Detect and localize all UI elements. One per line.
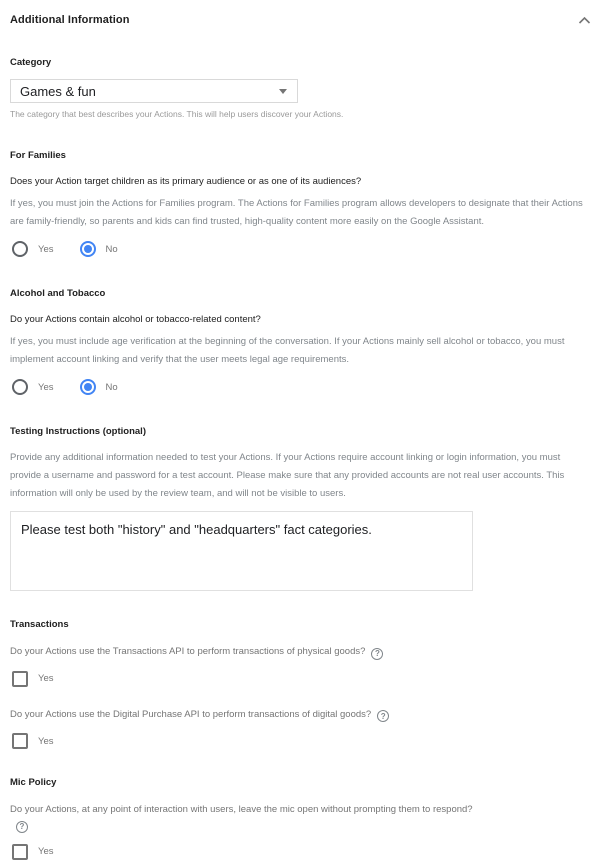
question-text: Do your Actions, at any point of interaction with users, leave the mic open without prompting them to respond? xyxy=(10,804,473,815)
for-families-radio-no[interactable] xyxy=(80,241,118,257)
checkbox-unchecked-icon xyxy=(12,671,28,687)
transactions-section xyxy=(10,619,591,749)
mic-policy-heading: Mic Policy xyxy=(10,777,57,788)
testing-instructions-section xyxy=(10,426,591,591)
help-icon[interactable] xyxy=(16,821,28,833)
checkbox-unchecked-icon xyxy=(12,733,28,749)
radio-label: No xyxy=(105,381,118,393)
category-label: Category xyxy=(10,57,52,68)
testing-instructions-input[interactable] xyxy=(10,511,473,591)
category-select[interactable] xyxy=(10,79,298,103)
alcohol-tobacco-radio-group xyxy=(12,379,591,395)
alcohol-tobacco-helper: If yes, you must include age verification at the beginning of the conversation. If your Actions mainly sell alcohol or tobacco, you must implement account linking and verify that the user meets legal age requirements. xyxy=(10,336,565,365)
question-text: Do your Actions use the Transactions API to perform transactions of physical goods? xyxy=(10,646,366,657)
panel-title: Additional Information xyxy=(10,14,130,26)
alcohol-tobacco-heading: Alcohol and Tobacco xyxy=(10,288,106,299)
collapse-toggle[interactable] xyxy=(577,14,591,26)
question-text: Do your Actions use the Digital Purchase API to perform transactions of digital goods? xyxy=(10,708,372,720)
radio-unchecked-icon xyxy=(12,241,28,257)
dropdown-arrow-icon xyxy=(279,89,287,94)
for-families-heading: For Families xyxy=(10,150,66,161)
alcohol-tobacco-section xyxy=(10,288,591,395)
category-selected-value: Games & fun xyxy=(20,83,96,99)
mic-policy-section xyxy=(10,777,591,860)
mic-policy-question xyxy=(10,802,478,833)
radio-checked-icon xyxy=(80,241,96,257)
checkbox-label: Yes xyxy=(38,846,54,857)
transactions-physical-checkbox[interactable] xyxy=(12,671,591,687)
alcohol-tobacco-radio-no[interactable] xyxy=(80,379,118,395)
radio-label: No xyxy=(105,243,118,255)
category-caption: The category that best describes your Actions. This will help users discover your Actions. xyxy=(10,109,344,119)
for-families-question: Does your Action target children as its primary audience or as one of its audiences? xyxy=(10,176,362,187)
chevron-up-icon xyxy=(578,16,591,25)
checkbox-label: Yes xyxy=(38,673,54,684)
transactions-question-physical xyxy=(10,644,591,660)
help-icon[interactable] xyxy=(377,710,389,722)
for-families-helper: If yes, you must join the Actions for Families program. The Actions for Families program allows developers to designate that their Actions are family-friendly, so parents and kids can find trusted, high-quality content more easily on the Google Assistant. xyxy=(10,198,583,227)
checkbox-unchecked-icon xyxy=(12,844,28,860)
transactions-heading: Transactions xyxy=(10,619,69,630)
testing-instructions-description: Provide any additional information needed to test your Actions. If your Actions require account linking or login information, you must provide a username and password for a test account. Please make sure that any provided accounts are not real user accounts. This information will only be used by the review team, and will not be visible to users. xyxy=(10,452,565,499)
for-families-section xyxy=(10,150,591,257)
testing-instructions-heading: Testing Instructions (optional) xyxy=(10,426,146,437)
checkbox-label: Yes xyxy=(38,735,54,747)
alcohol-tobacco-radio-yes[interactable] xyxy=(12,379,54,395)
transactions-digital-checkbox[interactable] xyxy=(12,733,591,749)
alcohol-tobacco-question: Do your Actions contain alcohol or tobacco-related content? xyxy=(10,314,261,325)
radio-label: Yes xyxy=(38,381,54,393)
panel-header xyxy=(10,14,591,26)
for-families-radio-yes[interactable] xyxy=(12,241,54,257)
radio-label: Yes xyxy=(38,243,54,255)
mic-policy-checkbox[interactable] xyxy=(12,844,591,860)
for-families-radio-group xyxy=(12,241,591,257)
help-icon[interactable] xyxy=(371,648,383,660)
radio-checked-icon xyxy=(80,379,96,395)
transactions-question-digital xyxy=(10,707,591,723)
radio-unchecked-icon xyxy=(12,379,28,395)
category-section xyxy=(10,57,591,119)
